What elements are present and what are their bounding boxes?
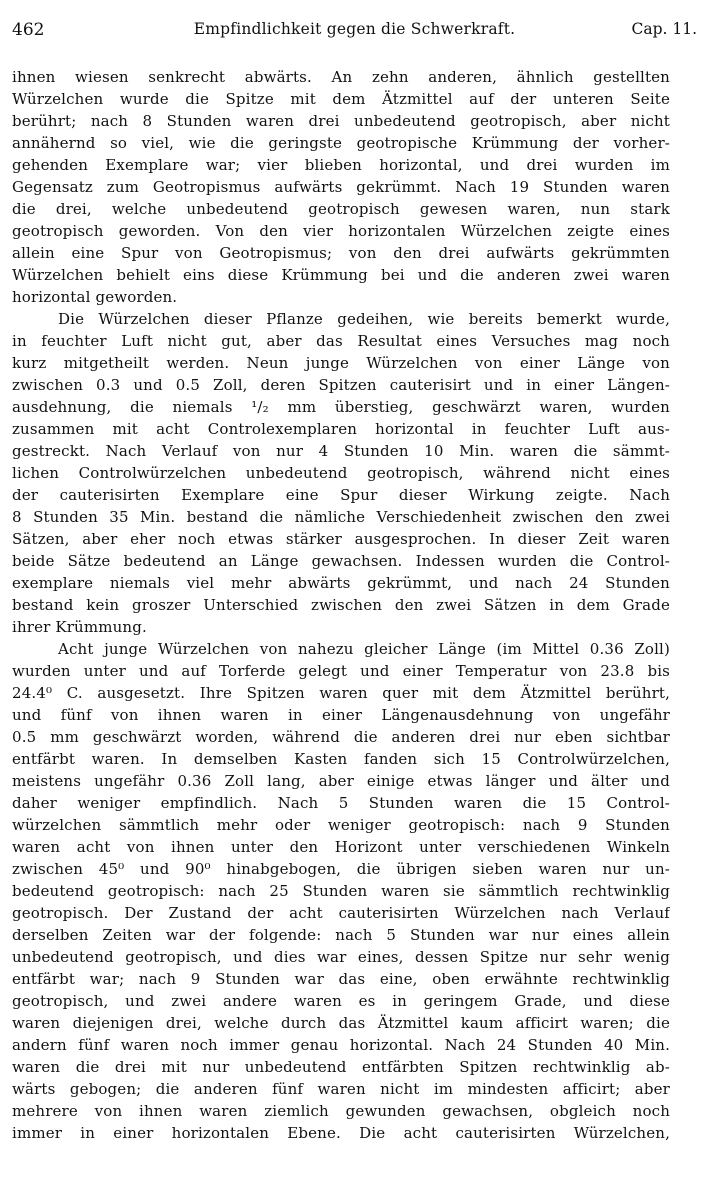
text-line: kurz mitgetheilt werden. Neun junge Würzelchen von einer Länge von bbox=[12, 354, 670, 372]
text-line: geotropisch. Der Zustand der acht cauterisirten Würzelchen nach Verlauf bbox=[12, 904, 670, 922]
text-line: waren diejenigen drei, welche durch das Ätzmittel kaum afficirt waren; die bbox=[12, 1014, 670, 1032]
text-line: geotropisch, und zwei andere waren es in geringem Grade, und diese bbox=[12, 992, 670, 1010]
text-line: 24.4⁰ C. ausgesetzt. Ihre Spitzen waren quer mit dem Ätzmittel berührt, bbox=[12, 684, 670, 702]
page-number: 462 bbox=[12, 20, 45, 40]
text-line: beide Sätze bedeutend an Länge gewachsen. Indessen wurden die Control- bbox=[12, 552, 670, 570]
text-line: bestand kein groszer Unterschied zwischen den zwei Sätzen in dem Grade bbox=[12, 596, 670, 614]
text-line: andern fünf waren noch immer genau horizontal. Nach 24 Stunden 40 Min. bbox=[12, 1036, 670, 1054]
text-line: in feuchter Luft nicht gut, aber das Resultat eines Versuches mag noch bbox=[12, 332, 670, 350]
text-line: lichen Controlwürzelchen unbedeutend geotropisch, während nicht eines bbox=[12, 464, 670, 482]
text-line: waren die drei mit nur unbedeutend entfärbten Spitzen rechtwinklig ab- bbox=[12, 1058, 670, 1076]
text-line: horizontal geworden. bbox=[12, 288, 178, 306]
text-line: zusammen mit acht Controlexemplaren horizontal in feuchter Luft aus- bbox=[12, 420, 670, 438]
text-line: Würzelchen wurde die Spitze mit dem Ätzmittel auf der unteren Seite bbox=[12, 90, 670, 108]
text-line: immer in einer horizontalen Ebene. Die acht cauterisirten Würzelchen, bbox=[12, 1124, 670, 1142]
text-line: bedeutend geotropisch: nach 25 Stunden waren sie sämmtlich rechtwinklig bbox=[12, 882, 670, 900]
body-text bbox=[12, 66, 670, 1144]
text-line: Gegensatz zum Geotropismus aufwärts gekrümmt. Nach 19 Stunden waren bbox=[12, 178, 670, 196]
text-line: ihnen wiesen senkrecht abwärts. An zehn anderen, ähnlich gestellten bbox=[12, 68, 670, 86]
text-line: zwischen 0.3 und 0.5 Zoll, deren Spitzen cauterisirt und in einer Längen- bbox=[12, 376, 670, 394]
text-line: gestreckt. Nach Verlauf von nur 4 Stunden 10 Min. waren die sämmt- bbox=[12, 442, 670, 460]
text-line: mehrere von ihnen waren ziemlich gewunden gewachsen, obgleich noch bbox=[12, 1102, 670, 1120]
text-line: unbedeutend geotropisch, und dies war eines, dessen Spitze nur sehr wenig bbox=[12, 948, 670, 966]
text-line: daher weniger empfindlich. Nach 5 Stunden waren die 15 Control- bbox=[12, 794, 670, 812]
page-header bbox=[12, 20, 697, 44]
text-line: ihrer Krümmung. bbox=[12, 618, 147, 636]
text-line: Acht junge Würzelchen von nahezu gleicher Länge (im Mittel 0.36 Zoll) bbox=[58, 640, 670, 658]
text-line: und fünf von ihnen waren in einer Längenausdehnung von ungefähr bbox=[12, 706, 670, 724]
text-line: entfärbt waren. In demselben Kasten fanden sich 15 Controlwürzelchen, bbox=[12, 750, 670, 768]
text-line: annähernd so viel, wie die geringste geotropische Krümmung der vorher- bbox=[12, 134, 670, 152]
text-line: exemplare niemals viel mehr abwärts gekrümmt, und nach 24 Stunden bbox=[12, 574, 670, 592]
text-line: Sätzen, aber eher noch etwas stärker ausgesprochen. In dieser Zeit waren bbox=[12, 530, 670, 548]
chapter-label: Cap. 11. bbox=[631, 20, 697, 38]
text-line: der cauterisirten Exemplare eine Spur dieser Wirkung zeigte. Nach bbox=[12, 486, 670, 504]
text-line: 8 Stunden 35 Min. bestand die nämliche Verschiedenheit zwischen den zwei bbox=[12, 508, 670, 526]
text-line: würzelchen sämmtlich mehr oder weniger geotropisch: nach 9 Stunden bbox=[12, 816, 670, 834]
text-line: gehenden Exemplare war; vier blieben horizontal, und drei wurden im bbox=[12, 156, 670, 174]
text-line: berührt; nach 8 Stunden waren drei unbedeutend geotropisch, aber nicht bbox=[12, 112, 670, 130]
text-line: derselben Zeiten war der folgende: nach 5 Stunden war nur eines allein bbox=[12, 926, 670, 944]
running-title: Empfindlichkeit gegen die Schwerkraft. bbox=[193, 20, 516, 38]
text-line: meistens ungefähr 0.36 Zoll lang, aber einige etwas länger und älter und bbox=[12, 772, 670, 790]
text-line: wärts gebogen; die anderen fünf waren nicht im mindesten afficirt; aber bbox=[12, 1080, 670, 1098]
text-line: waren acht von ihnen unter den Horizont unter verschiedenen Winkeln bbox=[12, 838, 670, 856]
text-line: ausdehnung, die niemals ¹/₂ mm überstieg, geschwärzt waren, wurden bbox=[12, 398, 670, 416]
text-line: zwischen 45⁰ und 90⁰ hinabgebogen, die übrigen sieben waren nur un- bbox=[12, 860, 670, 878]
text-line: wurden unter und auf Torferde gelegt und einer Temperatur von 23.8 bis bbox=[12, 662, 670, 680]
text-line: die drei, welche unbedeutend geotropisch gewesen waren, nun stark bbox=[12, 200, 670, 218]
text-line: Würzelchen behielt eins diese Krümmung bei und die anderen zwei waren bbox=[12, 266, 670, 284]
text-line: allein eine Spur von Geotropismus; von den drei aufwärts gekrümmten bbox=[12, 244, 670, 262]
text-line: entfärbt war; nach 9 Stunden war das eine, oben erwähnte rechtwinklig bbox=[12, 970, 670, 988]
text-line: geotropisch geworden. Von den vier horizontalen Würzelchen zeigte eines bbox=[12, 222, 670, 240]
text-line: 0.5 mm geschwärzt worden, während die anderen drei nur eben sichtbar bbox=[12, 728, 670, 746]
text-line: Die Würzelchen dieser Pflanze gedeihen, wie bereits bemerkt wurde, bbox=[58, 310, 670, 328]
